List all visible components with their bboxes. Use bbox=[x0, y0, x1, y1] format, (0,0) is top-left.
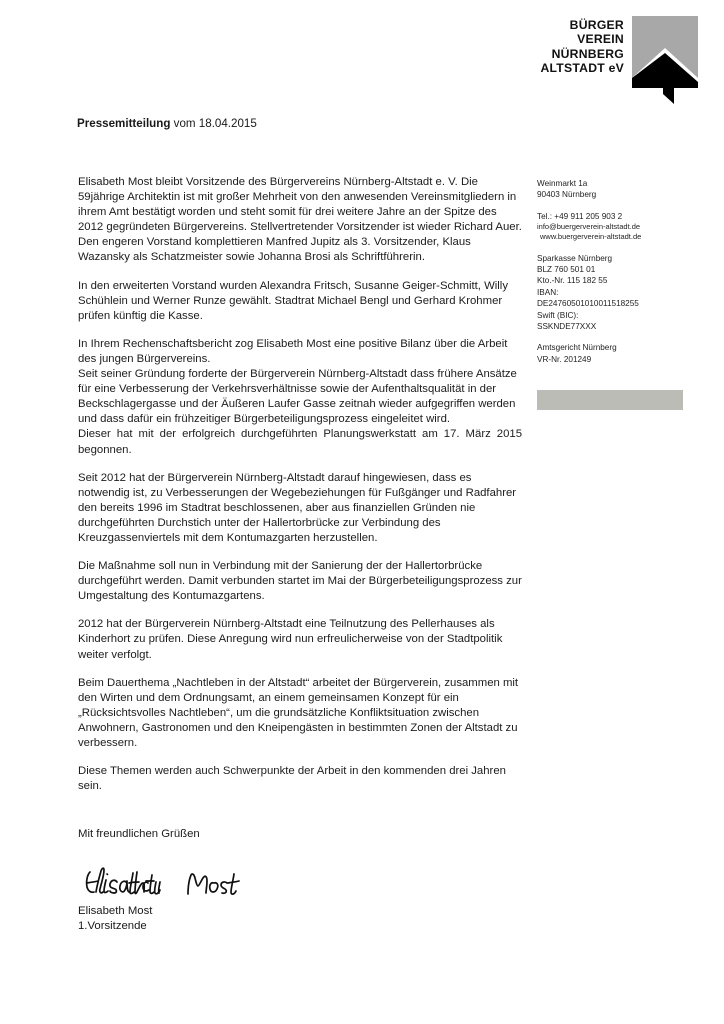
body-paragraph: In Ihrem Rechenschaftsbericht zog Elisabeth Most eine positive Bilanz über die Arbeit des jungen Bürgervereins. bbox=[78, 337, 508, 365]
bank-blz: BLZ 760 501 01 bbox=[537, 265, 596, 275]
logo-wordmark-line-2: VEREIN bbox=[577, 32, 624, 47]
press-release-label: Pressemitteilung bbox=[77, 117, 171, 130]
press-release-date: vom 18.04.2015 bbox=[173, 117, 257, 130]
bank-swift-value: SSKNDE77XXX bbox=[537, 322, 597, 332]
address-city: 90403 Nürnberg bbox=[537, 190, 597, 200]
address-street: Weinmarkt 1a bbox=[537, 179, 588, 188]
bank-iban-value: DE24760501010011518255 bbox=[537, 299, 639, 309]
address-block bbox=[537, 178, 697, 201]
body-paragraph: Seit seiner Gründung forderte der Bürgerverein Nürnberg-Altstadt dass frühere Ansätze für eine Verbesserung der Verkehrsverhältnisse sowie der Aufenthaltsqualität in der Beckschlagergasse und der Äußeren Laufer Gasse zeitnah wieder aufgegriffen werden und dass dafür ein frühzeitiger Bürgerbeteiligungsprozess eingeleitet wird. bbox=[78, 368, 517, 426]
registry-block bbox=[537, 342, 697, 365]
body-paragraph: Beim Dauerthema „Nachtleben in der Altstadt“ arbeitet der Bürgerverein, zusammen mit den Wirten und dem Ordnungsamt, an einem gemeinsamen Konzept für ein „Rücksichtsvolles Nachtleben“, um die grundsätzliche Konfliktsituation zwischen Anwohnern, Gastronomen und den Kneipengästen in bestimmten Zonen der Altstadt zu verbessern. bbox=[78, 676, 519, 749]
logo-wordmark bbox=[528, 14, 624, 76]
press-release-heading bbox=[77, 117, 257, 130]
body-paragraph: Elisabeth Most bleibt Vorsitzende des Bürgervereins Nürnberg-Altstadt e. V. Die 59jährige Architektin ist mit großer Mehrheit von den anwesenden Vereinsmitgliedern in ihrem Amt bestätigt worden und steht somit für drei weitere Jahre an der Spitze des 2012 gegründeten Bürgervereins. Stellvertretender Vorsitzender ist wieder Richard Auer. Den engeren Vorstand komplettieren Manfred Jupitz als 3. Vorsitzender, Klaus Wazansky als Schatzmeister sowie Johanna Brosi als Schriftführerin. bbox=[78, 176, 522, 264]
contact-sidebar bbox=[537, 178, 697, 365]
sidebar-placeholder-box bbox=[537, 390, 683, 410]
logo-wordmark-line-1: BÜRGER bbox=[569, 18, 624, 32]
bank-swift-label: Swift (BIC): bbox=[537, 310, 579, 320]
bank-details-block bbox=[537, 253, 697, 333]
handwritten-signature bbox=[84, 862, 264, 904]
bank-account-number: Kto.-Nr. 115 182 55 bbox=[537, 276, 608, 286]
document-body bbox=[78, 175, 522, 807]
signature-block bbox=[78, 904, 152, 935]
contact-block bbox=[537, 211, 697, 243]
contact-email[interactable]: info@buergerverein-altstadt.de bbox=[537, 222, 641, 232]
closing-greeting: Mit freundlichen Grüßen bbox=[78, 828, 200, 840]
body-paragraph: Seit 2012 hat der Bürgerverein Nürnberg-Altstadt darauf hingewiesen, dass es notwendig ist, zu Verbesserungen der Wegebeziehungen für Fußgänger und Radfahrer den bereits 1996 im Stadtrat beschlossenen, aber aus finanziellen Gründen nie durchgeführten Durchstich unter der Hallertorbrücke zur Verbindung des Kreuzgassenviertels mit dem Kontumazgarten herzustellen. bbox=[78, 471, 517, 544]
bank-iban-label: IBAN: bbox=[537, 287, 559, 297]
body-paragraph: Dieser hat mit der erfolgreich durchgeführten Planungswerkstatt am 17. März 2015 begonnen. bbox=[78, 428, 522, 456]
logo-wordmark-line-3: NÜRNBERG bbox=[551, 46, 624, 61]
contact-website[interactable]: www.buergerverein-altstadt.de bbox=[540, 232, 642, 242]
body-paragraph: Die Maßnahme soll nun in Verbindung mit der Sanierung der der Hallertorbrücke durchgeführt werden. Damit verbunden startet im Mai der Bürgerbeteiligungsprozess zur Umgestaltung des Kontumazgartens. bbox=[78, 560, 522, 603]
registry-court: Amtsgericht Nürnberg bbox=[537, 343, 617, 353]
bank-name: Sparkasse Nürnberg bbox=[537, 253, 613, 263]
signer-role: 1.Vorsitzende bbox=[78, 920, 147, 933]
body-paragraph: 2012 hat der Bürgerverein Nürnberg-Altstadt eine Teilnutzung des Pellerhauses als Kinderhort zu prüfen. Diese Anregung wird nun erfreulicherweise von der Stadtpolitik weiter verfolgt. bbox=[78, 618, 503, 661]
body-paragraph: In den erweiterten Vorstand wurden Alexandra Fritsch, Susanne Geiger-Schmitt, Willy Schühlein und Werner Runze gewählt. Stadtrat Michael Bengl und Gerhard Krohmer prüfen künftig die Kasse. bbox=[78, 279, 509, 322]
body-paragraph: Diese Themen werden auch Schwerpunkte der Arbeit in den kommenden drei Jahren sein. bbox=[78, 765, 506, 793]
signer-name: Elisabeth Most bbox=[78, 905, 153, 917]
logo-wordmark-line-4: ALTSTADT eV bbox=[540, 61, 624, 76]
chevron-arrow-logo-icon bbox=[630, 14, 700, 106]
organization-logo bbox=[528, 14, 700, 110]
contact-phone: Tel.: +49 911 205 903 2 bbox=[537, 211, 623, 221]
registry-vr-number: VR-Nr. 201249 bbox=[537, 354, 592, 364]
